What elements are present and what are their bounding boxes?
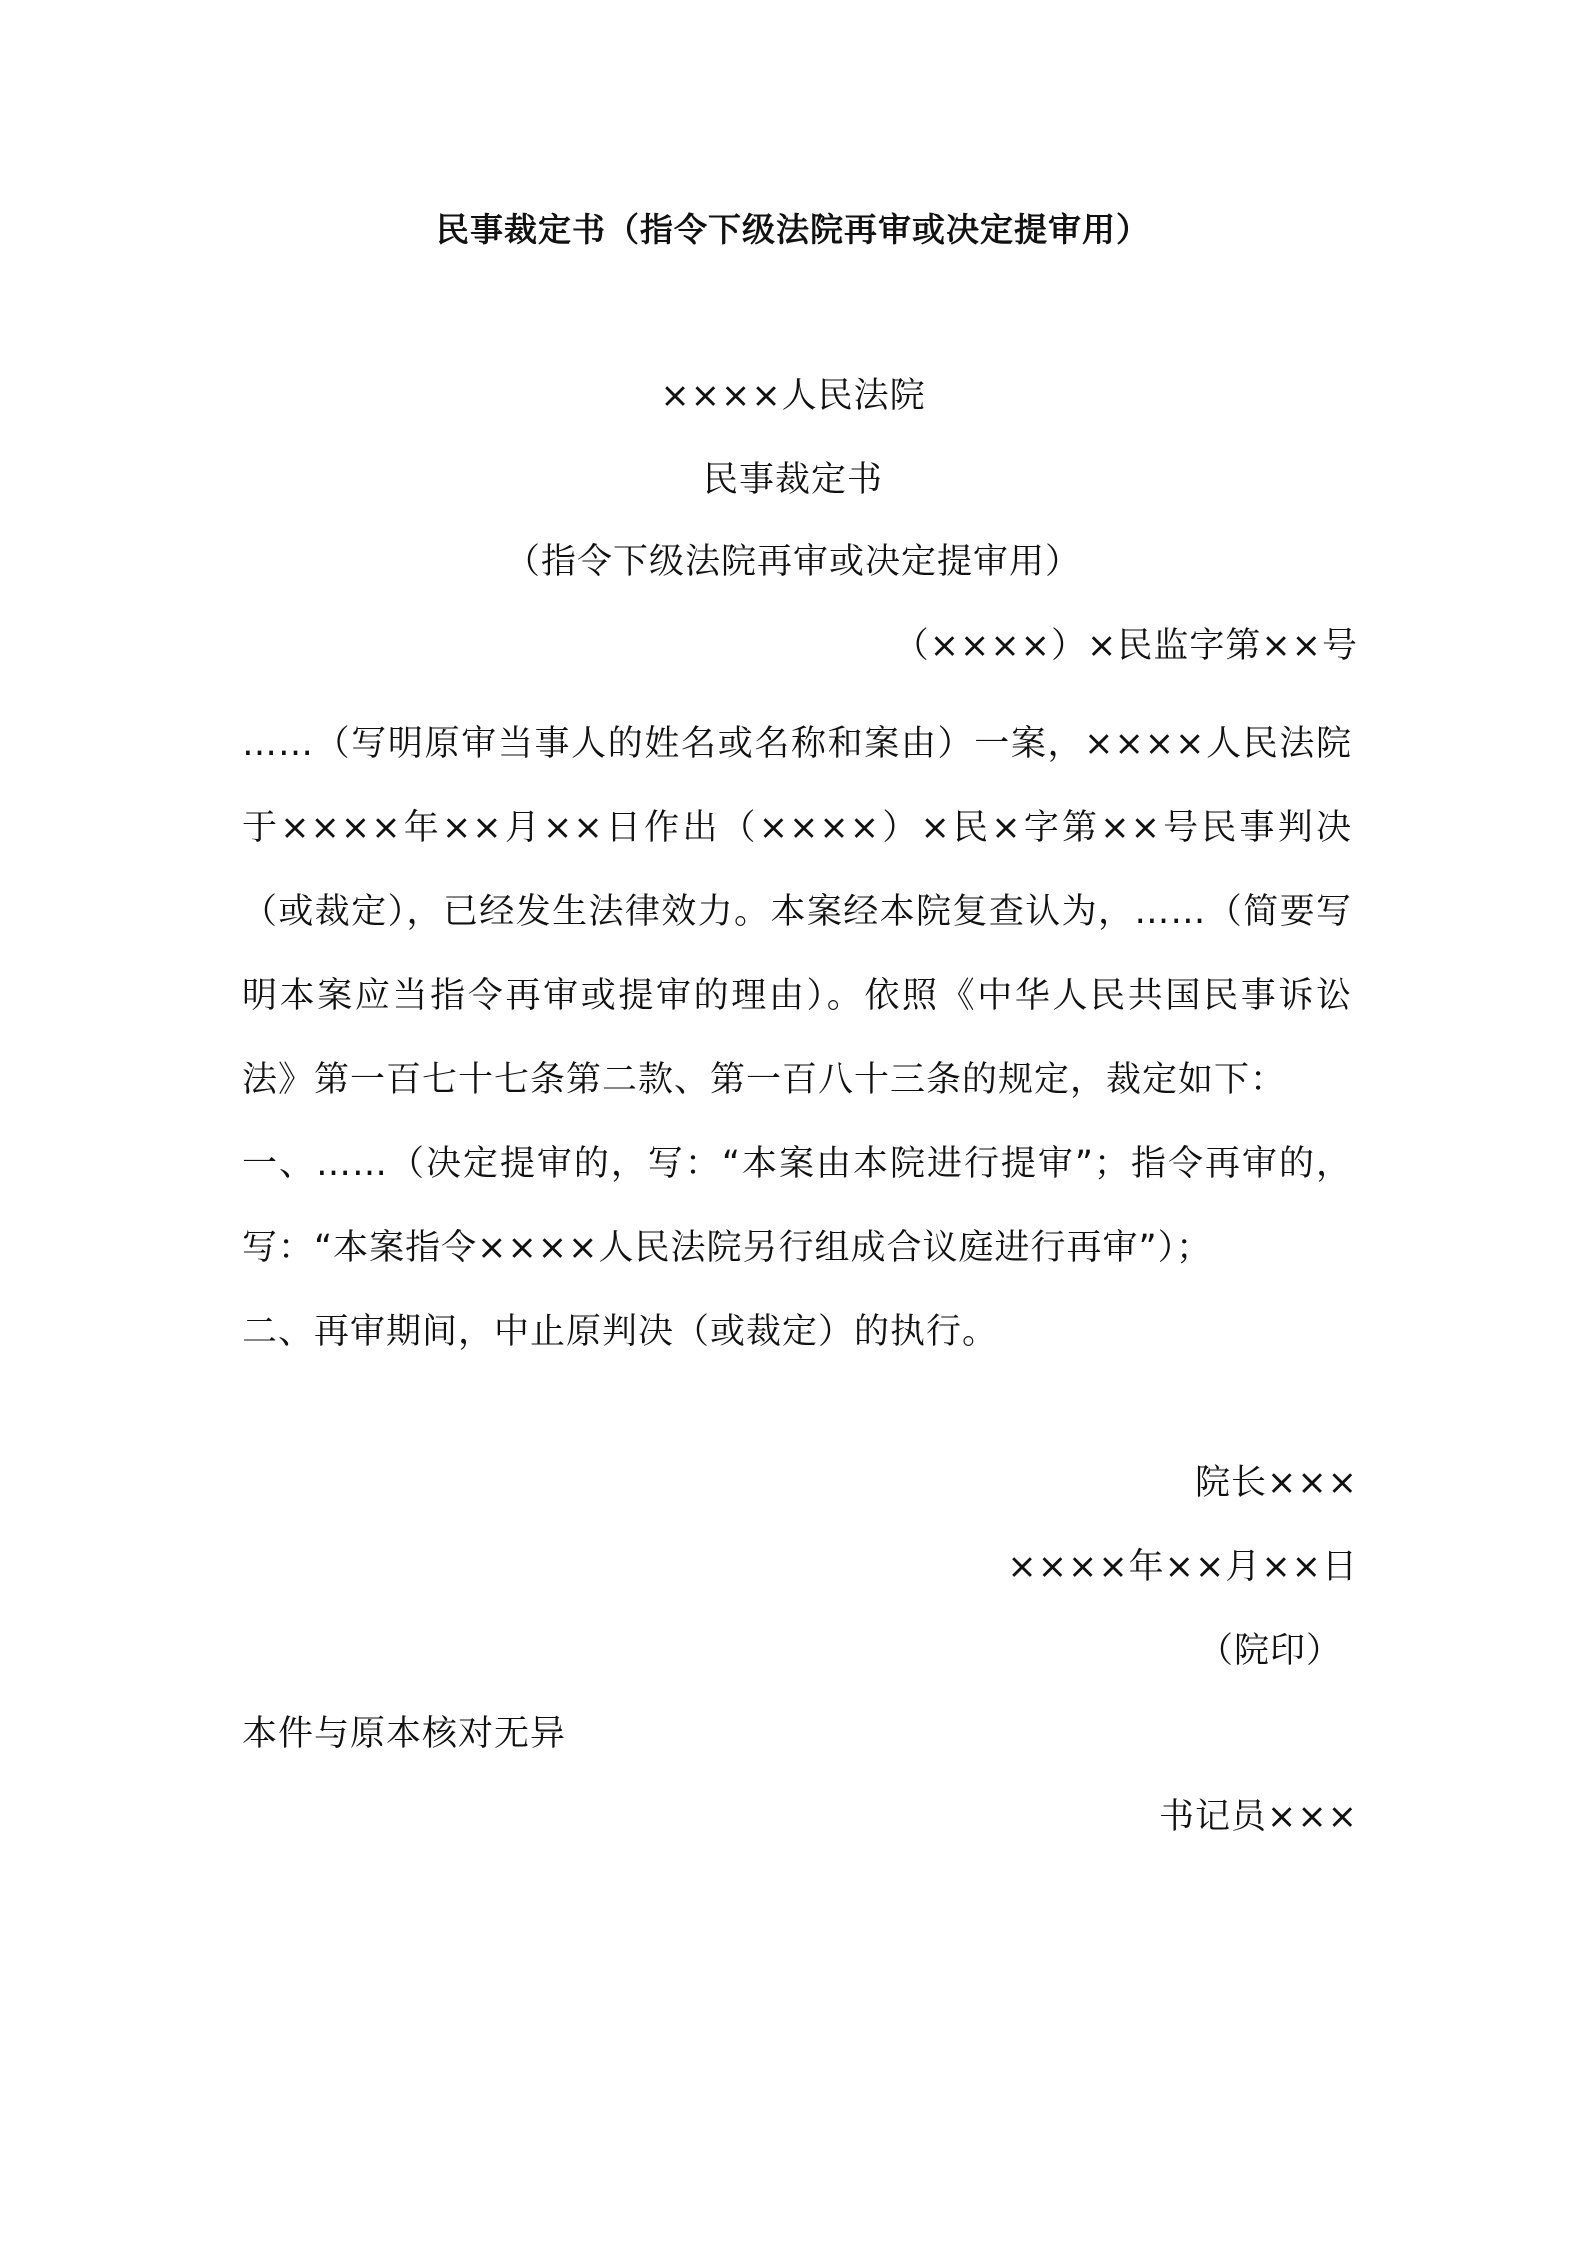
document-type: 民事裁定书 [702, 460, 883, 500]
document-subtitle: （指令下级法院再审或决定提审用） [504, 542, 1081, 582]
ruling-item-two: 二、再审期间，中止原判决（或裁定）的执行。 [242, 1312, 999, 1352]
ruling-item-one: 一、……（决定提审的，写：“本案由本院进行提审”；指令再审的，写：“本案指令××××人民法院另行组成合议庭进行再审”）； [242, 1144, 1352, 1268]
verification-note: 本件与原本核对无异 [242, 1714, 567, 1754]
ruling-date: ××××年××月××日 [1007, 1547, 1358, 1587]
ruling-intro-paragraph: ……（写明原审当事人的姓名或名称和案由）一案，××××人民法院于××××年××月××日作出（××××）×民×字第××号民事判决（或裁定），已经发生法律效力。本案经本院复查认为，……（简要写明本案应当指令再审或提审的理由）。依照《中华人民共国民事诉讼法》第一百七十七条第二款、第一百八十三条的规定，裁定如下： [242, 724, 1352, 1100]
judge-signature: 院长××× [1195, 1463, 1358, 1503]
court-seal-note: （院印） [1197, 1631, 1342, 1671]
court-name: ××××人民法院 [660, 376, 926, 416]
document-heading: 民事裁定书（指令下级法院再审或决定提审用） [436, 210, 1150, 249]
ruling-body [242, 702, 1352, 1374]
clerk-signature: 书记员××× [1159, 1797, 1358, 1837]
case-number: （××××）×民监字第××号 [893, 626, 1358, 666]
